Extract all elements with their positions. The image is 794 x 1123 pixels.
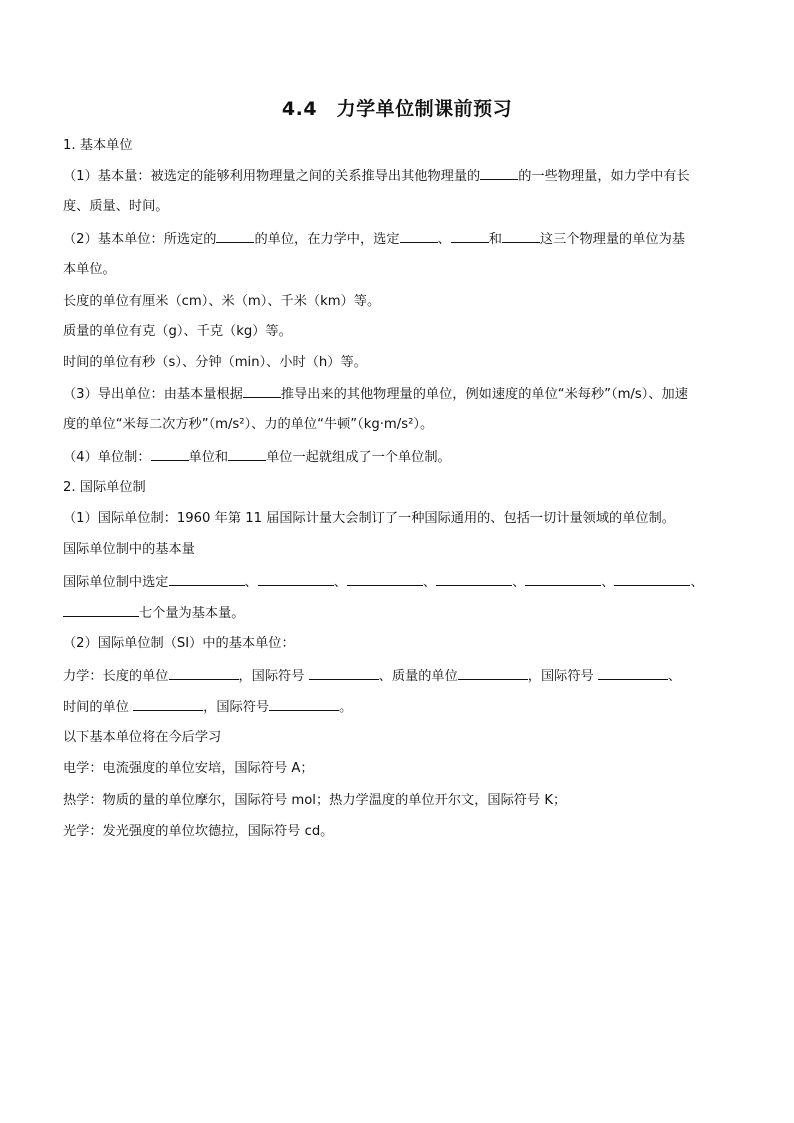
fill-blank[interactable] bbox=[614, 572, 690, 586]
fill-blank[interactable] bbox=[458, 666, 528, 680]
time-units: 时间的单位有秒（s）、分钟（min）、小时（h）等。 bbox=[63, 355, 367, 370]
fill-blank[interactable] bbox=[502, 229, 540, 243]
fill-blank[interactable] bbox=[258, 572, 334, 586]
paragraph-si-base-units: （2）国际单位制（SI）中的基本单位： bbox=[63, 636, 295, 651]
optical-units: 光学：发光强度的单位坎德拉，国际符号 cd。 bbox=[63, 824, 334, 839]
paragraph-derived-unit-line2: 度的单位“米每二次方秒”（m/s²）、力的单位“牛顿”（kg·m/s²）。 bbox=[63, 417, 434, 432]
fill-blank[interactable] bbox=[216, 229, 254, 243]
electric-units: 电学：电流强度的单位安培，国际符号 A； bbox=[63, 761, 314, 776]
paragraph-base-quantities-line1: 国际单位制中选定 、 、 、 、 、 、 bbox=[63, 572, 743, 593]
fill-blank[interactable] bbox=[480, 166, 518, 180]
section-2-heading: 2. 国际单位制 bbox=[63, 480, 146, 495]
paragraph-si-definition: （1）国际单位制：1960 年第 11 届国际计量大会制订了一种国际通用的、包括一切计量领域的单位制。 bbox=[63, 511, 675, 526]
fill-blank[interactable] bbox=[228, 447, 266, 461]
fill-blank[interactable] bbox=[133, 697, 203, 711]
paragraph-base-unit-line2: 本单位。 bbox=[63, 262, 116, 277]
paragraph-derived-unit-line1: （3）导出单位：由基本量根据 推导出来的其他物理量的单位，例如速度的单位“米每秒”（m/s）、加速 bbox=[63, 384, 743, 405]
fill-blank[interactable] bbox=[169, 572, 245, 586]
paragraph-base-quantities-line2: 七个量为基本量。 bbox=[63, 603, 743, 624]
fill-blank[interactable] bbox=[400, 229, 438, 243]
fill-blank[interactable] bbox=[436, 572, 512, 586]
thermal-units: 热学：物质的量的单位摩尔，国际符号 mol；热力学温度的单位开尔文，国际符号 K； bbox=[63, 793, 567, 808]
paragraph-base-quantity-line1: （1）基本量：被选定的能够利用物理量之间的关系推导出其他物理量的 的一些物理量，如力学中有长 bbox=[63, 166, 743, 187]
future-units-heading: 以下基本单位将在今后学习 bbox=[63, 730, 222, 745]
fill-blank[interactable] bbox=[309, 666, 379, 680]
fill-blank[interactable] bbox=[63, 603, 139, 617]
paragraph-unit-system: （4）单位制： 单位和 单位一起就组成了一个单位制。 bbox=[63, 447, 743, 468]
page-title: 4.4 力学单位制课前预习 bbox=[281, 98, 513, 120]
paragraph-base-unit-line1: （2）基本单位：所选定的 的单位，在力学中，选定 、 和 这三个物理量的单位为基 bbox=[63, 229, 743, 250]
fill-blank[interactable] bbox=[347, 572, 423, 586]
base-quantities-heading: 国际单位制中的基本量 bbox=[63, 542, 195, 557]
fill-blank[interactable] bbox=[525, 572, 601, 586]
paragraph-mechanics-line1: 力学：长度的单位 ，国际符号 、质量的单位 ，国际符号 、 bbox=[63, 666, 743, 687]
fill-blank[interactable] bbox=[243, 384, 281, 398]
fill-blank[interactable] bbox=[151, 447, 189, 461]
paragraph-mechanics-line2: 时间的单位 ，国际符号 。 bbox=[63, 697, 743, 718]
fill-blank[interactable] bbox=[169, 666, 239, 680]
fill-blank[interactable] bbox=[451, 229, 489, 243]
fill-blank[interactable] bbox=[598, 666, 668, 680]
paragraph-base-quantity-line2: 度、质量、时间。 bbox=[63, 199, 169, 214]
length-units: 长度的单位有厘米（cm）、米（m）、千米（km）等。 bbox=[63, 294, 381, 309]
mass-units: 质量的单位有克（g）、千克（kg）等。 bbox=[63, 324, 292, 339]
section-1-heading: 1. 基本单位 bbox=[63, 138, 133, 153]
fill-blank[interactable] bbox=[269, 697, 339, 711]
